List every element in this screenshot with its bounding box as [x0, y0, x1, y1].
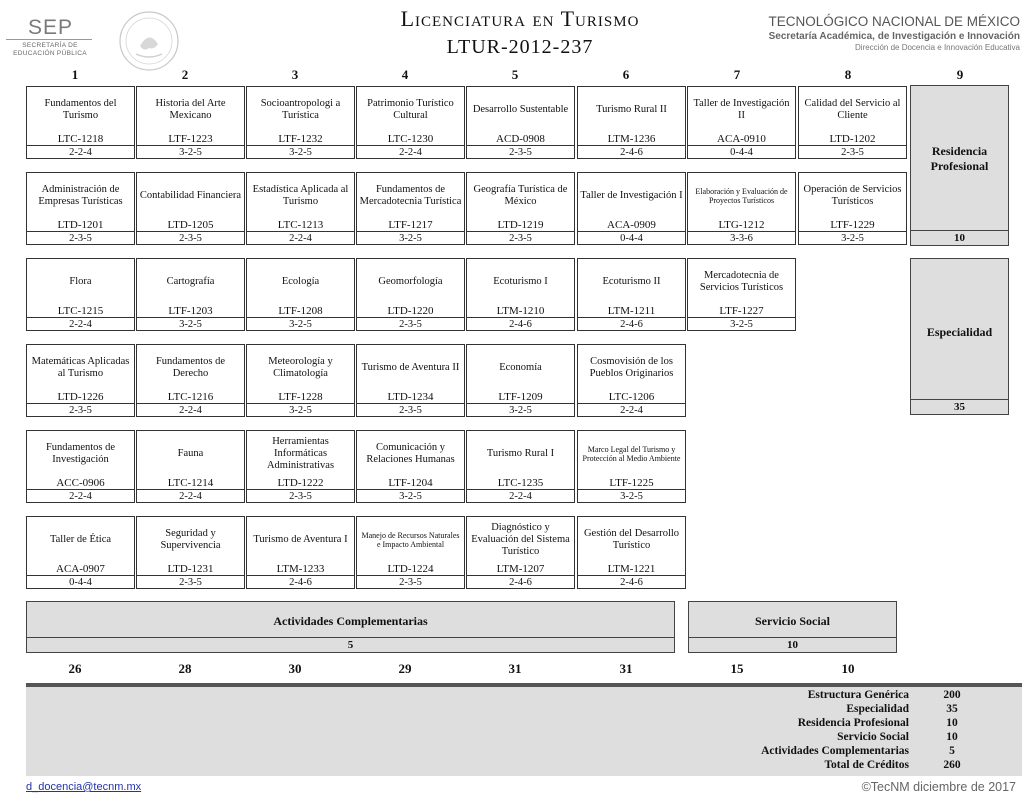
summary-label: Residencia Profesional — [797, 717, 909, 729]
course-credits: 3-2-5 — [357, 231, 464, 246]
course-box — [26, 344, 135, 417]
course-name: Estadística Aplicada al Turismo — [252, 184, 349, 207]
course-name: Historia del Arte Mexicano — [155, 98, 226, 121]
course-box — [26, 430, 135, 503]
course-box — [136, 516, 245, 589]
course-name: Diagnóstico y Evaluación del Sistema Turístico — [471, 522, 570, 557]
course-code: LTM-1207 — [496, 563, 545, 575]
summary-label: Actividades Complementarias — [761, 745, 909, 757]
course-credits: 2-4-6 — [467, 575, 574, 590]
course-credits: 2-3-5 — [137, 575, 244, 590]
course-code: ACC-0906 — [56, 477, 105, 489]
course-box — [466, 258, 575, 331]
course-code: LTC-1230 — [387, 133, 434, 145]
course-code: LTF-1225 — [609, 477, 654, 489]
course-credits: 2-4-6 — [578, 145, 685, 160]
course-name: Patrimonio Turístico Cultural — [367, 98, 454, 121]
summary-top-bar — [26, 683, 1022, 687]
course-credits: 3-2-5 — [137, 317, 244, 332]
summary-value: 200 — [943, 689, 961, 701]
course-box — [356, 430, 465, 503]
course-box — [356, 172, 465, 245]
course-credits: 2-2-4 — [137, 403, 244, 418]
plan-code: LTUR-2012-237 — [446, 36, 594, 58]
sep-logo-subtitle — [0, 42, 100, 58]
summary-row — [26, 717, 1022, 731]
course-credits: 2-2-4 — [467, 489, 574, 504]
servicio-social-label: Servicio Social — [755, 614, 830, 628]
course-code: LTF-1208 — [278, 305, 323, 317]
page-title: Licenciatura en Turismo — [400, 6, 640, 31]
semester-total: 15 — [730, 661, 744, 676]
course-credits: 2-3-5 — [799, 145, 906, 160]
course-name: Ecoturismo II — [602, 276, 661, 287]
course-code: LTD-1224 — [387, 563, 434, 575]
summary-row — [26, 731, 1022, 745]
course-credits: 0-4-4 — [688, 145, 795, 160]
course-name: Comunicación y Relaciones Humanas — [366, 442, 455, 465]
course-code: LTC-1218 — [57, 133, 104, 145]
course-name: Fundamentos de Mercadotecnia Turística — [359, 184, 462, 207]
especialidad-label: Especialidad — [926, 325, 993, 339]
course-name: Geomorfología — [378, 276, 443, 287]
course-code: ACA-0907 — [56, 563, 105, 575]
course-name: Fundamentos del Turismo — [44, 98, 117, 121]
course-credits: 2-3-5 — [357, 575, 464, 590]
course-code: LTF-1217 — [388, 219, 433, 231]
course-box — [577, 172, 686, 245]
course-box — [136, 430, 245, 503]
course-code: LTD-1234 — [387, 391, 434, 403]
summary-value: 10 — [946, 731, 958, 743]
course-name: Marco Legal del Turismo y Protección al Medio Ambiente — [582, 444, 681, 463]
course-credits: 2-3-5 — [357, 403, 464, 418]
course-credits: 3-3-6 — [688, 231, 795, 246]
sep-logo-divider — [6, 39, 92, 40]
course-code: LTG-1212 — [718, 219, 765, 231]
course-code: LTD-1219 — [497, 219, 544, 231]
course-code: LTD-1205 — [167, 219, 214, 231]
summary-value: 10 — [946, 717, 958, 729]
course-name: Socioantropologi a Turística — [260, 98, 341, 121]
semester-total: 26 — [68, 661, 82, 676]
course-code: LTM-1221 — [607, 563, 656, 575]
summary-row — [26, 703, 1022, 717]
course-box — [26, 172, 135, 245]
semester-total: 10 — [841, 661, 855, 676]
course-code: LTM-1233 — [276, 563, 325, 575]
course-code: LTC-1213 — [277, 219, 324, 231]
course-name: Economía — [499, 362, 542, 373]
course-code: LTF-1204 — [388, 477, 433, 489]
summary-row — [26, 759, 1022, 773]
course-credits: 2-2-4 — [27, 317, 134, 332]
course-name: Ecoturismo I — [493, 276, 548, 287]
residencia-value: 10 — [911, 230, 1008, 245]
course-name: Cartografía — [166, 276, 215, 287]
course-code: ACD-0908 — [496, 133, 545, 145]
course-box — [26, 86, 135, 159]
summary-value: 5 — [949, 745, 955, 757]
course-code: LTD-1226 — [57, 391, 104, 403]
semester-header: 2 — [181, 67, 189, 82]
course-code: ACA-0909 — [607, 219, 656, 231]
course-name: Mercadotecnia de Servicios Turísticos — [699, 270, 784, 293]
summary-label: Especialidad — [846, 703, 909, 715]
residencia-box — [910, 85, 1009, 246]
course-name: Fundamentos de Derecho — [155, 356, 226, 379]
course-box — [466, 344, 575, 417]
course-code: LTM-1211 — [607, 305, 656, 317]
tecnm-subtitle-2: Dirección de Docencia e Innovación Educativa — [855, 43, 1020, 52]
course-name: Ecología — [281, 276, 320, 287]
course-credits: 2-2-4 — [137, 489, 244, 504]
course-code: LTC-1214 — [167, 477, 214, 489]
course-name: Manejo de Recursos Naturales e Impacto Ambiental — [361, 530, 460, 549]
course-credits: 3-2-5 — [247, 317, 354, 332]
sep-logo-text: SEP — [28, 16, 74, 39]
course-credits: 3-2-5 — [247, 403, 354, 418]
course-name: Fundamentos de Investigación — [45, 442, 116, 465]
summary-row — [26, 689, 1022, 703]
summary-label: Estructura Genérica — [807, 689, 909, 701]
course-name: Herramientas Informáticas Administrativas — [266, 436, 335, 471]
course-box — [577, 258, 686, 331]
semester-total: 31 — [508, 661, 522, 676]
course-code: LTF-1232 — [278, 133, 323, 145]
course-code: LTC-1206 — [608, 391, 655, 403]
course-credits: 2-4-6 — [247, 575, 354, 590]
actividades-label: Actividades Complementarias — [273, 614, 428, 628]
course-code: LTD-1222 — [277, 477, 324, 489]
course-box — [136, 344, 245, 417]
course-code: LTM-1210 — [496, 305, 545, 317]
course-name: Elaboración y Evaluación de Proyectos Turísticos — [695, 186, 788, 205]
course-credits: 2-2-4 — [247, 231, 354, 246]
course-name: Calidad del Servicio al Cliente — [804, 98, 901, 121]
residencia-label: Residencia Profesional — [930, 144, 989, 173]
course-box — [246, 258, 355, 331]
semester-header: 9 — [956, 67, 964, 82]
servicio-social-box — [688, 601, 897, 653]
summary-label: Servicio Social — [837, 731, 909, 743]
course-credits: 3-2-5 — [688, 317, 795, 332]
tecnm-name: TECNOLÓGICO NACIONAL DE MÉXICO — [768, 14, 1020, 29]
course-credits: 3-2-5 — [467, 403, 574, 418]
course-credits: 2-4-6 — [578, 575, 685, 590]
course-name: Taller de Ética — [49, 534, 112, 545]
course-code: LTD-1231 — [167, 563, 214, 575]
course-box — [136, 258, 245, 331]
course-box — [246, 86, 355, 159]
course-box — [687, 258, 796, 331]
course-name: Gestión del Desarrollo Turístico — [583, 528, 680, 551]
course-credits: 2-3-5 — [137, 231, 244, 246]
especialidad-value: 35 — [911, 399, 1008, 414]
course-credits: 3-2-5 — [137, 145, 244, 160]
summary-value: 35 — [946, 703, 958, 715]
course-box — [466, 430, 575, 503]
course-box — [466, 516, 575, 589]
course-box — [356, 344, 465, 417]
course-box — [136, 86, 245, 159]
course-credits: 0-4-4 — [27, 575, 134, 590]
course-box — [687, 172, 796, 245]
course-name: Meteorología y Climatología — [268, 356, 333, 379]
course-name: Geografía Turística de México — [473, 184, 568, 207]
course-code: LTF-1209 — [498, 391, 543, 403]
especialidad-box — [910, 258, 1009, 415]
copyright-text: ©TecNM diciembre de 2017 — [861, 780, 1016, 794]
course-credits: 3-2-5 — [247, 145, 354, 160]
course-credits: 2-3-5 — [467, 231, 574, 246]
course-box — [26, 516, 135, 589]
course-name: Desarrollo Sustentable — [472, 104, 569, 115]
course-credits: 2-2-4 — [27, 145, 134, 160]
course-name: Operación de Servicios Turísticos — [803, 184, 902, 207]
course-code: ACA-0910 — [717, 133, 766, 145]
course-credits: 3-2-5 — [357, 489, 464, 504]
tecnm-subtitle: Secretaría Académica, de Investigación e Innovación — [768, 31, 1020, 42]
semester-total: 29 — [398, 661, 412, 676]
course-box — [246, 430, 355, 503]
course-box — [356, 86, 465, 159]
course-credits: 3-2-5 — [799, 231, 906, 246]
course-box — [356, 258, 465, 331]
actividades-value: 5 — [27, 637, 674, 652]
summary-value: 260 — [943, 759, 961, 771]
course-box — [466, 86, 575, 159]
course-name: Flora — [69, 276, 92, 287]
semester-total: 30 — [288, 661, 302, 676]
course-code: LTC-1215 — [57, 305, 104, 317]
course-name: Cosmovisión de los Pueblos Originarios — [589, 356, 674, 379]
mexico-seal-icon — [118, 10, 180, 72]
course-box — [466, 172, 575, 245]
course-credits: 2-3-5 — [247, 489, 354, 504]
semester-header: 7 — [733, 67, 741, 82]
course-name: Turismo Rural I — [486, 448, 555, 459]
semester-total: 28 — [178, 661, 192, 676]
course-box — [356, 516, 465, 589]
course-code: LTF-1203 — [168, 305, 213, 317]
course-code: LTC-1235 — [497, 477, 544, 489]
course-credits: 2-2-4 — [357, 145, 464, 160]
sep-sub-line1: SECRETARÍA DE — [22, 42, 78, 49]
course-box — [577, 430, 686, 503]
contact-email-link[interactable]: d_docencia@tecnm.mx — [26, 781, 142, 793]
semester-header: 5 — [511, 67, 519, 82]
actividades-box — [26, 601, 675, 653]
course-box — [798, 172, 907, 245]
semester-total: 31 — [619, 661, 633, 676]
summary-row — [26, 745, 1022, 759]
course-code: LTF-1228 — [278, 391, 323, 403]
course-credits: 2-2-4 — [27, 489, 134, 504]
course-credits: 2-4-6 — [578, 317, 685, 332]
course-box — [26, 258, 135, 331]
course-box — [798, 86, 907, 159]
course-box — [246, 172, 355, 245]
course-name: Administración de Empresas Turísticas — [38, 184, 123, 207]
course-name: Taller de Investigación I — [580, 190, 683, 201]
course-code: LTD-1220 — [387, 305, 434, 317]
course-credits: 2-4-6 — [467, 317, 574, 332]
course-code: LTM-1236 — [607, 133, 656, 145]
course-box — [246, 344, 355, 417]
course-code: LTD-1201 — [57, 219, 104, 231]
semester-header: 1 — [71, 67, 79, 82]
course-credits: 2-3-5 — [27, 231, 134, 246]
semester-header: 8 — [844, 67, 852, 82]
course-box — [577, 516, 686, 589]
course-credits: 0-4-4 — [578, 231, 685, 246]
course-name: Contabilidad Financiera — [139, 190, 242, 201]
semester-header: 4 — [401, 67, 409, 82]
course-name: Turismo de Aventura I — [253, 534, 348, 545]
course-code: LTC-1216 — [167, 391, 214, 403]
semester-header: 3 — [291, 67, 299, 82]
semester-header: 6 — [622, 67, 630, 82]
course-code: LTF-1227 — [719, 305, 764, 317]
course-name: Turismo de Aventura II — [361, 362, 460, 373]
course-box — [577, 86, 686, 159]
course-box — [246, 516, 355, 589]
course-credits: 2-3-5 — [27, 403, 134, 418]
course-name: Matemáticas Aplicadas al Turismo — [31, 356, 130, 379]
summary-label: Total de Créditos — [824, 759, 909, 771]
servicio-social-value: 10 — [689, 637, 896, 652]
course-credits: 2-3-5 — [467, 145, 574, 160]
course-box — [687, 86, 796, 159]
course-name: Turismo Rural II — [596, 104, 667, 115]
course-box — [577, 344, 686, 417]
course-code: LTF-1229 — [830, 219, 875, 231]
sep-sub-line2: EDUCACIÓN PÚBLICA — [13, 50, 87, 57]
course-name: Seguridad y Supervivencia — [160, 528, 221, 551]
course-credits: 2-3-5 — [357, 317, 464, 332]
course-name: Taller de Investigación II — [693, 98, 790, 121]
course-code: LTD-1202 — [829, 133, 876, 145]
course-code: LTF-1223 — [168, 133, 213, 145]
course-credits: 3-2-5 — [578, 489, 685, 504]
course-credits: 2-2-4 — [578, 403, 685, 418]
course-box — [136, 172, 245, 245]
course-name: Fauna — [177, 448, 204, 459]
